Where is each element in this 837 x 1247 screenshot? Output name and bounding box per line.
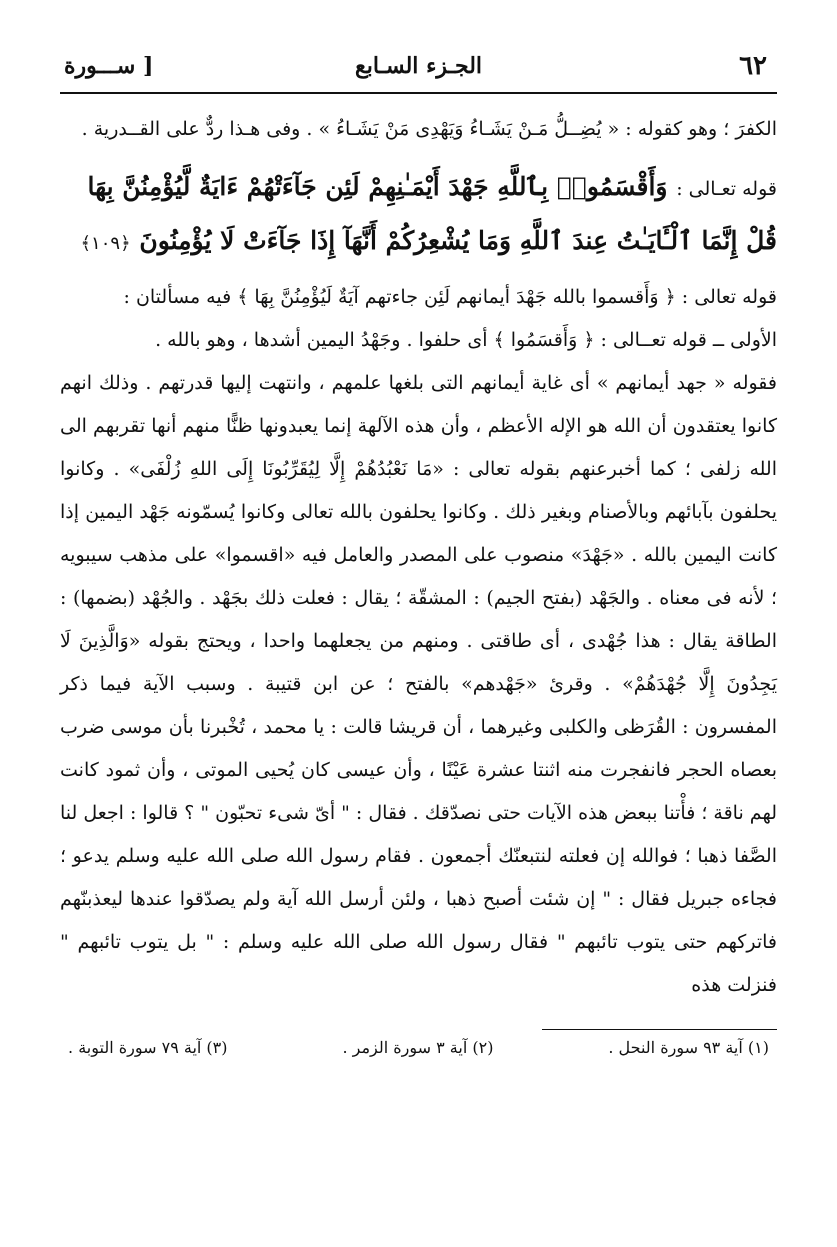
footnote-1: (١) آية ٩٣ سورة النحل .: [608, 1038, 769, 1057]
page-body: [60, 108, 777, 1007]
page-number: ٦٢: [739, 51, 767, 81]
verse-text-2: قُلْ إِنَّمَا ٱلْـَٔايَـٰتُ عِندَ ٱللَّهِ وَمَا يُشْعِرُكُمْ أَنَّهَآ إِذَا جَآءَتْ لَا يُؤْمِنُونَ: [139, 226, 777, 255]
ayah-number-mark: ﴿١٠٩﴾: [80, 233, 131, 254]
verse-line-1: [60, 161, 777, 215]
page-header: [60, 40, 777, 94]
paragraph-issue-intro: قوله تعالى : ﴿ وَأَقسموا بالله جَهْدَ أيمانهم لَئِن جاءتهم آيَةٌ لَيُؤْمِنُنَّ بِهَا ﴾ فيه مسألتان :: [123, 286, 777, 308]
quran-verse-block: [60, 161, 777, 270]
paragraph-opening: الكفرَ ؛ وهو كقوله : « يُضِــلُّ مَـنْ يَشَـاءُ وَيَهْدِى مَنْ يَشَـاءُ » . وفى هـذا ردٌّ على القــدرية .: [81, 118, 777, 140]
verse-intro: قوله تعـالى :: [676, 178, 777, 200]
book-page: [60, 40, 777, 1220]
verse-text-1: وَأَقْسَمُوا۟ بِٱللَّهِ جَهْدَ أَيْمَـٰنِهِمْ لَئِن جَآءَتْهُمْ ءَايَةٌ لَّيُؤْمِنُنَّ بِهَا: [87, 172, 668, 201]
surah-label: [ ســـورة: [64, 53, 154, 79]
footnote-3: (٣) آية ٧٩ سورة التوبة .: [68, 1038, 228, 1057]
paragraph-first-issue: الأولى ــ قوله تعــالى : ﴿ وَأَقسَمُوا ﴾ أى حلفوا . وجَهْدُ اليمين أشدها ، وهو بالله .: [155, 329, 777, 351]
running-title: الجـزء السـابع: [354, 53, 483, 79]
paragraph-commentary: فقوله « جهد أيمانهم » أى غاية أيمانهم التى بلغها علمهم ، وانتهت إليها قدرتهم . وذلك انهم كانوا يعتقدون أن الله هو الإله الأعظم ، وأن هذه الآلهة إنما يعبدونها ظنًّا منهم أنها تقربهم الى الله زلفى ؛ كما أخبرعنهم بقوله تعالى : «مَا نَعْبُدُهُمْ إِلَّا لِيُقَرِّبُونَا إِلَى اللهِ زُلْفَى» . وكانوا يحلفون بآبائهم وبالأصنام وبغير ذلك . وكانوا يحلفون بالله تعالى وكانوا يُسمّونه جَهْد اليمين إذا كانت اليمين بالله . «جَهْدَ» منصوب على المصدر والعامل فيه «اقسموا» على مذهب سيبويه ؛ لأنه فى معناه . والجَهْد (بفتح الجيم) : المشقّة ؛ يقال : فعلت ذلك بجَهْد . والجُهْد (بضمها) : الطاقة يقال : هذا جُهْدى ، أى طاقتى . ومنهم من يجعلهما واحدا ، ويحتج بقوله «وَالَّذِينَ لَا يَجِدُونَ إِلَّا جُهْدَهُمْ» . وقرئ «جَهْدهم» بالفتح ؛ عن ابن قتيبة . وسبب الآية فيما ذكر المفسرون : القُرَظى والكلبى وغيرهما ، أن قريشا قالت : يا محمد ، تُخْبرنا بأن موسى ضرب بعصاه الحجر فانفجرت منه اثنتا عشرة عَيْنًا ، وأن عيسى كان يُحيى الموتى ، وأن ثمود كانت لهم ناقة ؛ فأْتنا ببعض هذه الآيات حتى نصدّقك . فقال : " أىّ شىء تحبّون " ؟ قالوا : اجعل لنا الصَّفا ذهبا ؛ فوالله إن فعلته لنتبعنّك أجمعون . فقام رسول الله صلى الله عليه وسلم يدعو ؛ فجاءه جبريل فقال : " إن شئت أصبح ذهبا ، ولئن أرسل الله آية ولم يصدّقوا عندها ليعذبنّهم فاتركهم حتى يتوب تائبهم " فقال رسول الله صلى الله عليه وسلم : " بل يتوب تائبهم " فنزلت هذه: [60, 372, 777, 996]
verse-line-2: [60, 215, 777, 270]
footnotes: [60, 1038, 777, 1057]
footnote-2: (٢) آية ٣ سورة الزمر .: [342, 1038, 494, 1057]
footnote-divider: [542, 1029, 777, 1030]
